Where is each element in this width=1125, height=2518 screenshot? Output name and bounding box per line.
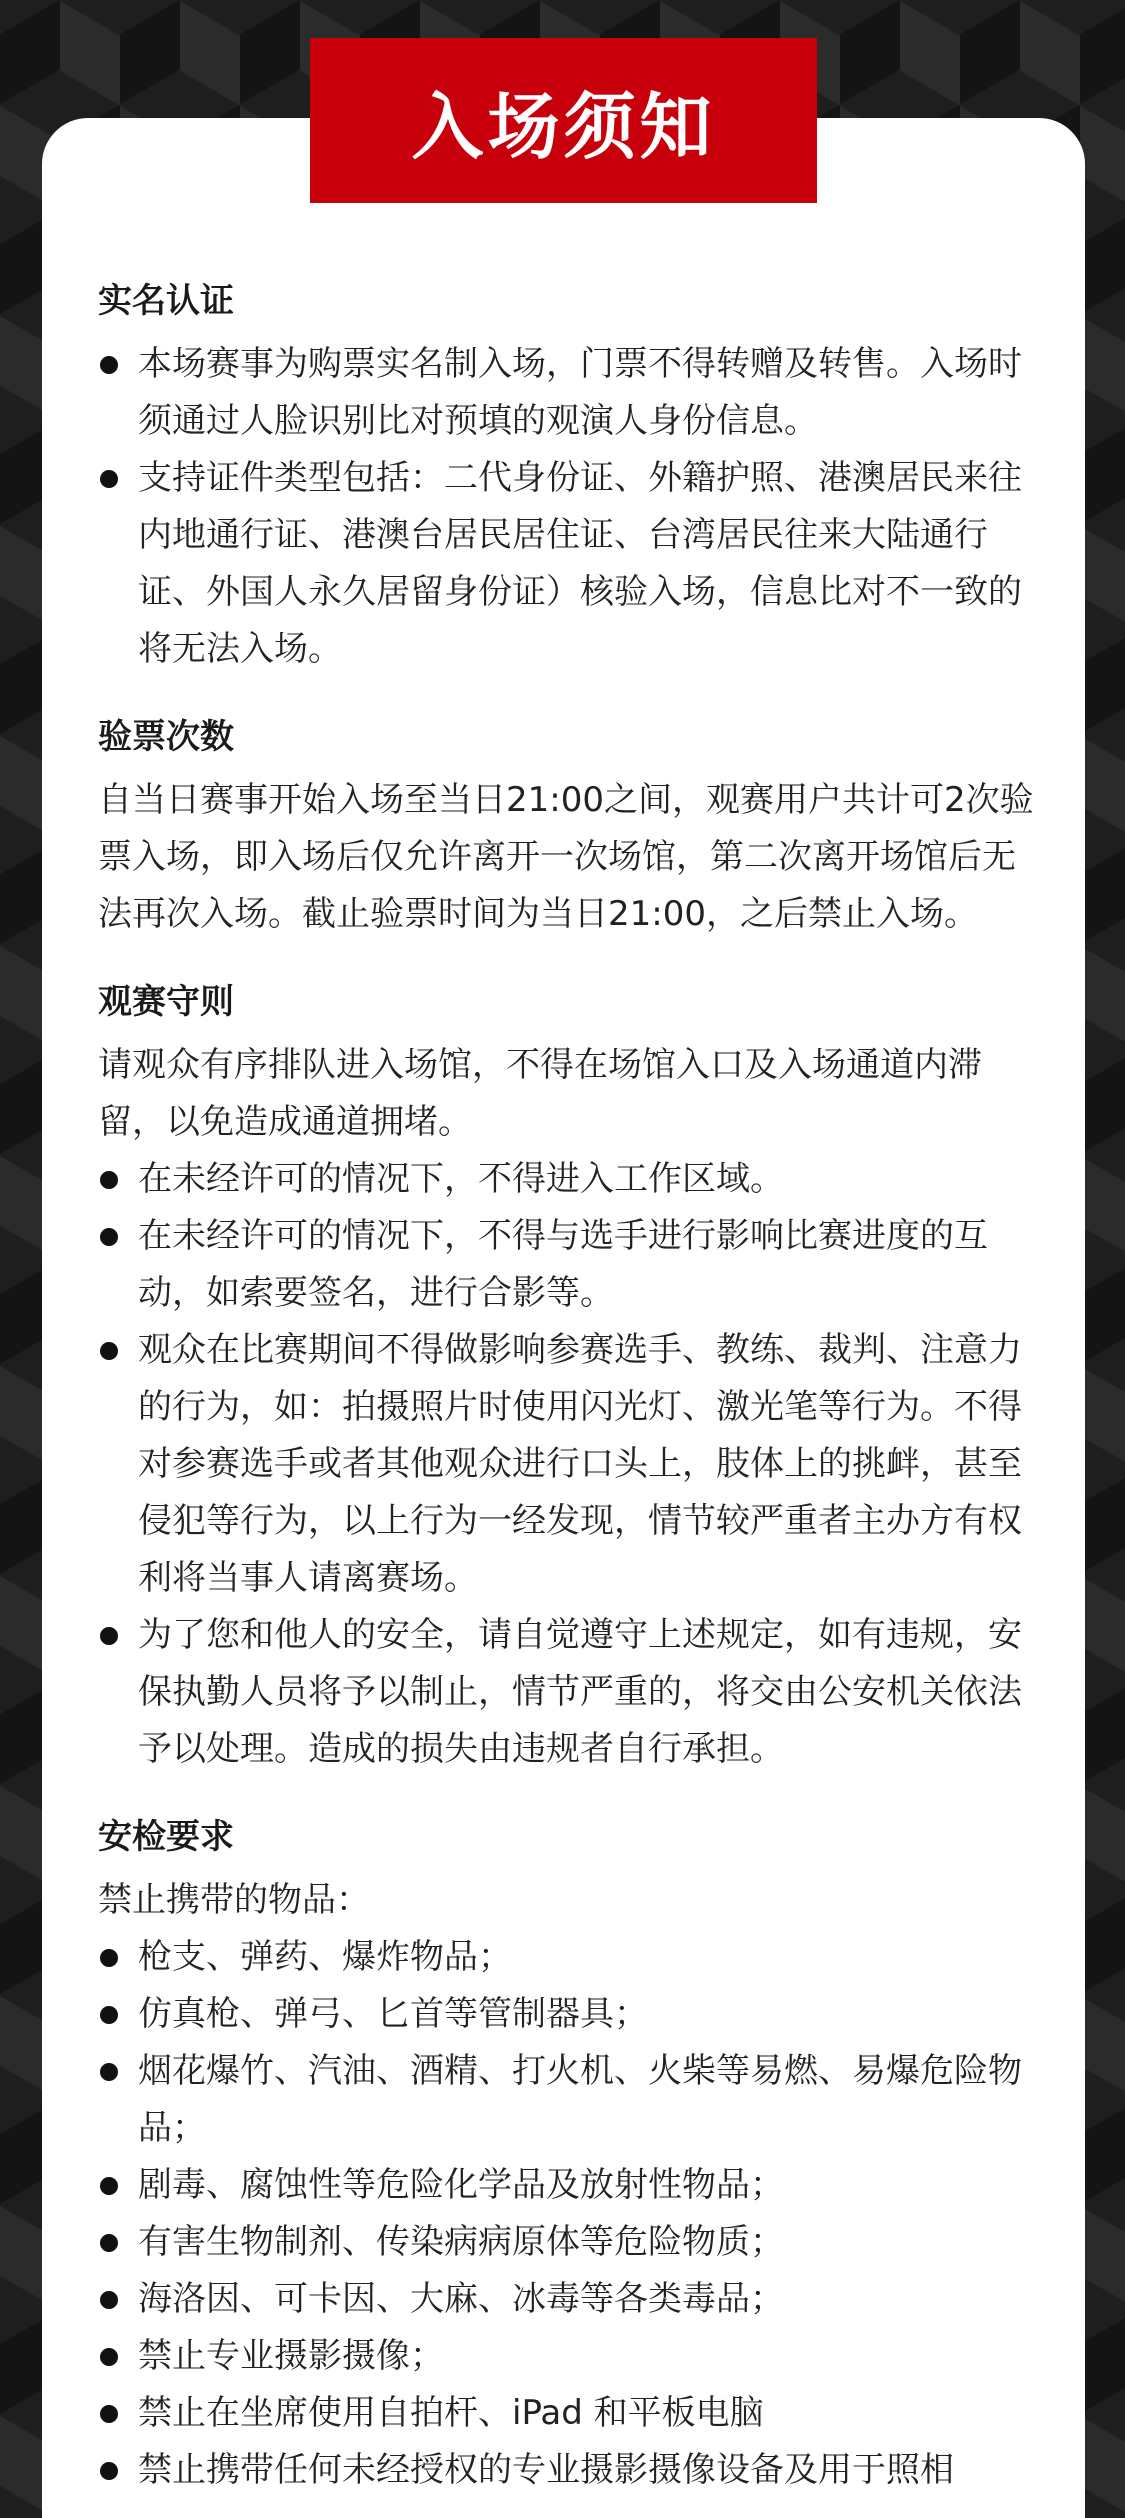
- list-item: 枪支、弹药、爆炸物品；: [98, 1929, 1038, 1986]
- page-title: 入场须知: [411, 84, 716, 169]
- rules-intro: 请观众有序排队进入场馆，不得在场馆入口及入场通道内滞留，以免造成通道拥堵。: [98, 1045, 982, 1142]
- list-item: 剧毒、腐蚀性等危险化学品及放射性物品；: [98, 2157, 1038, 2214]
- list-item: 在未经许可的情况下，不得与选手进行影响比赛进度的互动，如索要签名，进行合影等。: [98, 1208, 1038, 1322]
- section-heading-security: 安检要求: [98, 1817, 234, 1857]
- section-realname: [98, 270, 1038, 678]
- bullet-dot-icon: [100, 2291, 118, 2309]
- list-item: 禁止专业摄影摄像；: [98, 2328, 1038, 2385]
- list-item: 禁止携带任何未经授权的专业摄影摄像设备及用于照相: [98, 2442, 1038, 2499]
- bullet-dot-icon: [100, 1342, 118, 1360]
- section-heading-realname: 实名认证: [98, 281, 234, 321]
- tickets-paragraph: 自当日赛事开始入场至当日21:00之间，观赛用户共计可2次验票入场，即入场后仅允许离开一次场馆，第二次离开场馆后无法再次入场。截止验票时间为当日21:00，之后禁止入场。: [98, 780, 1034, 934]
- bullet-dot-icon: [100, 2405, 118, 2423]
- section-heading-rules: 观赛守则: [98, 982, 234, 1022]
- list-item: 支持证件类型包括：二代身份证、外籍护照、港澳居民来往内地通行证、港澳台居民居住证、台湾居民往来大陆通行证、外国人永久居留身份证）核验入场，信息比对不一致的将无法入场。: [98, 450, 1038, 678]
- list-item: 为了您和他人的安全，请自觉遵守上述规定，如有违规，安保执勤人员将予以制止，情节严重的，将交由公安机关依法予以处理。造成的损失由违规者自行承担。: [98, 1607, 1038, 1778]
- bullet-dot-icon: [100, 1171, 118, 1189]
- list-item: 仿真枪、弹弓、匕首等管制器具；: [98, 1986, 1038, 2043]
- bullet-dot-icon: [100, 356, 118, 374]
- bullet-dot-icon: [100, 2063, 118, 2081]
- list-item: 本场赛事为购票实名制入场，门票不得转赠及转售。入场时须通过人脸识别比对预填的观演人身份信息。: [98, 336, 1038, 450]
- security-intro: 禁止携带的物品：: [98, 1880, 370, 1920]
- section-rules: [98, 971, 1038, 1778]
- bullet-dot-icon: [100, 2462, 118, 2480]
- list-item: 禁止在坐席使用自拍杆、iPad 和平板电脑: [98, 2385, 1038, 2442]
- bullet-dot-icon: [100, 2177, 118, 2195]
- bullet-dot-icon: [100, 2348, 118, 2366]
- list-item: 在未经许可的情况下，不得进入工作区域。: [98, 1151, 1038, 1208]
- bullet-dot-icon: [100, 1949, 118, 1967]
- bullet-dot-icon: [100, 1627, 118, 1645]
- bullet-list-security: [98, 1929, 1038, 2499]
- notice-content: [98, 262, 1038, 2499]
- section-security: [98, 1806, 1038, 2499]
- section-heading-tickets: 验票次数: [98, 717, 234, 757]
- bullet-dot-icon: [100, 2234, 118, 2252]
- section-tickets: [98, 706, 1038, 943]
- bullet-list-realname: [98, 336, 1038, 678]
- bullet-dot-icon: [100, 470, 118, 488]
- bullet-dot-icon: [100, 2006, 118, 2024]
- list-item: 烟花爆竹、汽油、酒精、打火机、火柴等易燃、易爆危险物品；: [98, 2043, 1038, 2157]
- list-item: 海洛因、可卡因、大麻、冰毒等各类毒品；: [98, 2271, 1038, 2328]
- bullet-dot-icon: [100, 1228, 118, 1246]
- bullet-list-rules: [98, 1151, 1038, 1778]
- list-item: 观众在比赛期间不得做影响参赛选手、教练、裁判、注意力的行为，如：拍摄照片时使用闪光灯、激光笔等行为。不得对参赛选手或者其他观众进行口头上，肢体上的挑衅，甚至侵犯等行为，以上行为一经发现，情节较严重者主办方有权利将当事人请离赛场。: [98, 1322, 1038, 1607]
- list-item: 有害生物制剂、传染病病原体等危险物质；: [98, 2214, 1038, 2271]
- title-banner: [310, 38, 817, 203]
